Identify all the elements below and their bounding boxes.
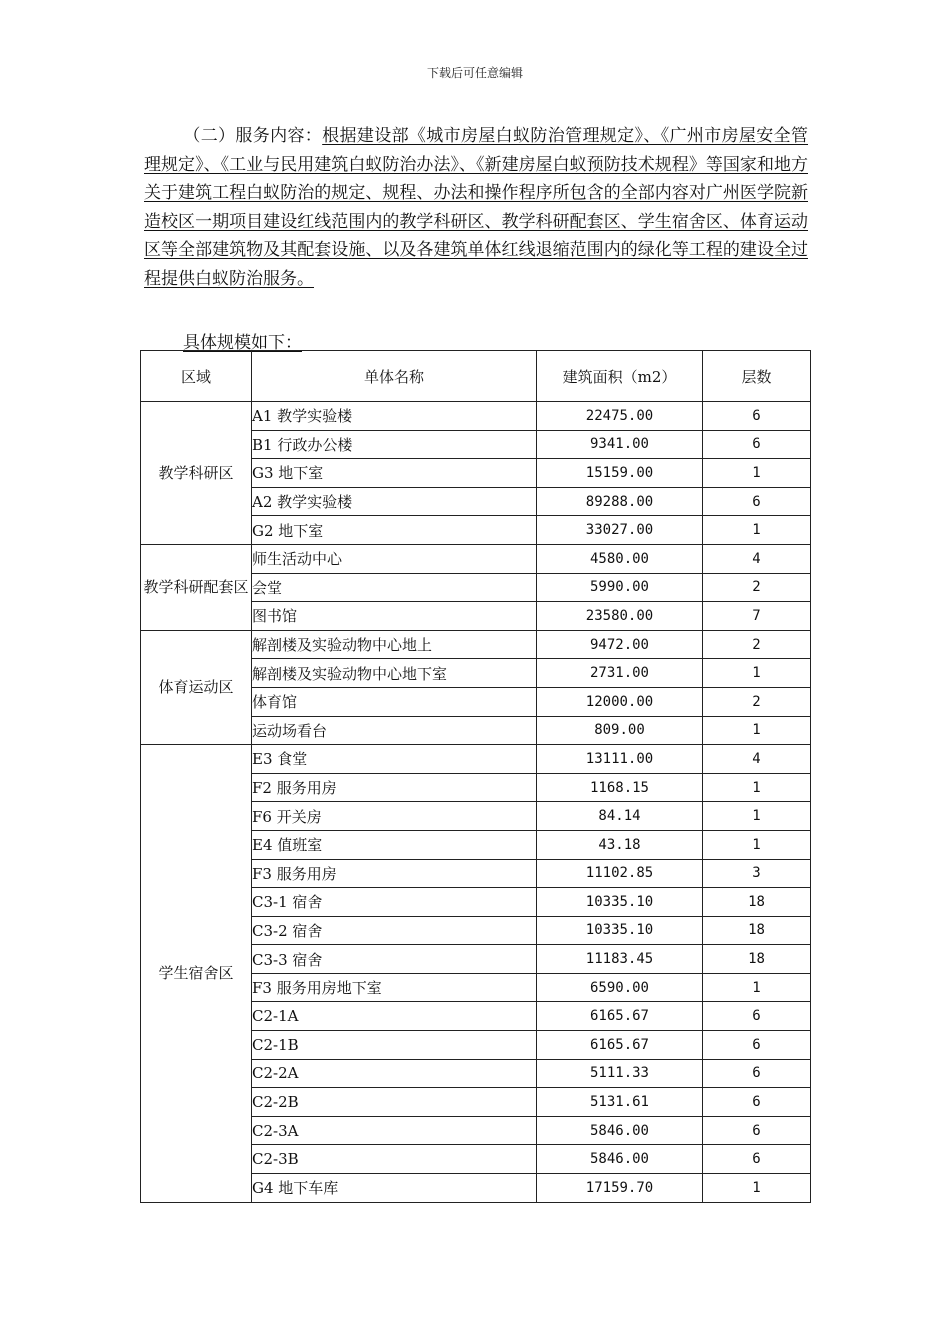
building-name-cell: 运动场看台 [252,716,537,745]
floors-cell: 1 [703,773,811,802]
building-name-cell: C2-3A [252,1116,537,1145]
building-name-cell: 解剖楼及实验动物中心地上 [252,630,537,659]
floors-cell: 6 [703,402,811,431]
scale-intro: 具体规模如下： [183,333,302,353]
floor-area-cell: 17159.70 [537,1174,703,1203]
table-row [141,630,811,659]
floor-area-cell: 23580.00 [537,602,703,631]
header-zone: 区域 [141,351,252,402]
building-name-cell: A1 教学实验楼 [252,402,537,431]
page-header: 下载后可任意编辑 [426,66,523,80]
section-lead: （二）服务内容： [183,126,323,146]
building-name-cell: G4 地下车库 [252,1174,537,1203]
floor-area-cell: 5846.00 [537,1116,703,1145]
floors-cell: 1 [703,716,811,745]
floor-area-cell: 12000.00 [537,687,703,716]
building-name-cell: 解剖楼及实验动物中心地下室 [252,659,537,688]
building-name-cell: C2-2B [252,1088,537,1117]
floor-area-cell: 5131.61 [537,1088,703,1117]
building-name-cell: F3 服务用房地下室 [252,973,537,1002]
building-name-cell: 会堂 [252,573,537,602]
building-name-cell: G3 地下室 [252,459,537,488]
building-name-cell: 图书馆 [252,602,537,631]
floors-cell: 1 [703,830,811,859]
floors-cell: 6 [703,430,811,459]
floor-area-cell: 9341.00 [537,430,703,459]
floor-area-cell: 13111.00 [537,745,703,774]
header-floors: 层数 [703,351,811,402]
floor-area-cell: 5111.33 [537,1059,703,1088]
floors-cell: 6 [703,1088,811,1117]
building-scale-table [140,350,811,1203]
floors-cell: 3 [703,859,811,888]
zone-cell: 教学科研配套区 [141,544,252,630]
floors-cell: 6 [703,1002,811,1031]
building-name-cell: A2 教学实验楼 [252,487,537,516]
building-name-cell: F2 服务用房 [252,773,537,802]
floors-cell: 1 [703,973,811,1002]
floor-area-cell: 5990.00 [537,573,703,602]
floor-area-cell: 2731.00 [537,659,703,688]
floor-area-cell: 84.14 [537,802,703,831]
floors-cell: 18 [703,916,811,945]
header-floor-area: 建筑面积（m2） [537,351,703,402]
building-name-cell: C2-2A [252,1059,537,1088]
table-header-row [141,351,811,402]
service-description: 根据建设部《城市房屋白蚁防治管理规定》、《广州市房屋安全管理规定》、《工业与民用建筑白蚁防治办法》、《新建房屋白蚁预防技术规程》等国家和地方关于建筑工程白蚁防治的规定、规程、办法和操作程序所包含的全部内容对广州医学院新造校区一期项目建设红线范围内的教学科研区、教学科研配套区、学生宿舍区、体育运动区等全部建筑物及其配套设施、以及各建筑单体红线退缩范围内的绿化等工程的建设全过程提供白蚁防治服务。 [144,126,809,289]
zone-cell: 教学科研区 [141,402,252,545]
floor-area-cell: 6165.67 [537,1031,703,1060]
floor-area-cell: 809.00 [537,716,703,745]
floors-cell: 4 [703,544,811,573]
floor-area-cell: 1168.15 [537,773,703,802]
floors-cell: 1 [703,459,811,488]
building-name-cell: E4 值班室 [252,830,537,859]
building-name-cell: C3-1 宿舍 [252,888,537,917]
floors-cell: 2 [703,573,811,602]
floor-area-cell: 15159.00 [537,459,703,488]
floor-area-cell: 10335.10 [537,888,703,917]
building-name-cell: 师生活动中心 [252,544,537,573]
floors-cell: 7 [703,602,811,631]
floors-cell: 18 [703,888,811,917]
floors-cell: 6 [703,1116,811,1145]
floors-cell: 6 [703,1059,811,1088]
table-row [141,544,811,573]
floors-cell: 1 [703,802,811,831]
floors-cell: 1 [703,1174,811,1203]
building-name-cell: C2-1A [252,1002,537,1031]
floor-area-cell: 22475.00 [537,402,703,431]
building-name-cell: F6 开关房 [252,802,537,831]
floor-area-cell: 10335.10 [537,916,703,945]
zone-cell: 体育运动区 [141,630,252,744]
building-name-cell: E3 食堂 [252,745,537,774]
floor-area-cell: 4580.00 [537,544,703,573]
floors-cell: 1 [703,516,811,545]
building-name-cell: C2-3B [252,1145,537,1174]
building-name-cell: F3 服务用房 [252,859,537,888]
zone-cell: 学生宿舍区 [141,745,252,1203]
floor-area-cell: 89288.00 [537,487,703,516]
building-name-cell: B1 行政办公楼 [252,430,537,459]
floors-cell: 6 [703,487,811,516]
building-name-cell: C3-3 宿舍 [252,945,537,974]
building-name-cell: G2 地下室 [252,516,537,545]
floor-area-cell: 11102.85 [537,859,703,888]
floor-area-cell: 6590.00 [537,973,703,1002]
floors-cell: 2 [703,630,811,659]
floors-cell: 4 [703,745,811,774]
floor-area-cell: 43.18 [537,830,703,859]
floors-cell: 2 [703,687,811,716]
floor-area-cell: 33027.00 [537,516,703,545]
table-row [141,402,811,431]
table-row [141,745,811,774]
building-name-cell: 体育馆 [252,687,537,716]
building-name-cell: C2-1B [252,1031,537,1060]
service-content-paragraph [144,122,808,294]
building-name-cell: C3-2 宿舍 [252,916,537,945]
table-body [141,402,811,1203]
floor-area-cell: 11183.45 [537,945,703,974]
header-building-name: 单体名称 [252,351,537,402]
floor-area-cell: 6165.67 [537,1002,703,1031]
floors-cell: 18 [703,945,811,974]
floors-cell: 1 [703,659,811,688]
floor-area-cell: 5846.00 [537,1145,703,1174]
floors-cell: 6 [703,1031,811,1060]
floors-cell: 6 [703,1145,811,1174]
floor-area-cell: 9472.00 [537,630,703,659]
